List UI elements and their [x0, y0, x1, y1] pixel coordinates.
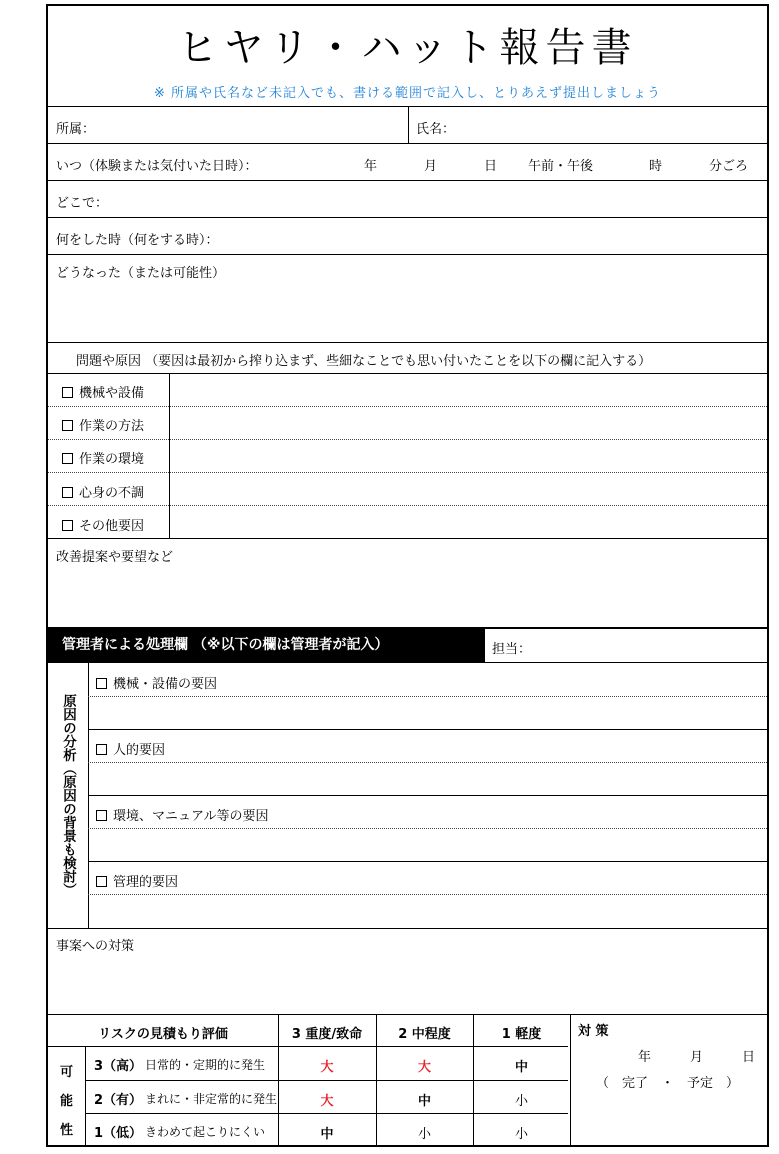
- cause-item[interactable]: 心身の不調: [62, 482, 144, 501]
- risk-value: 中: [320, 1127, 334, 1142]
- risk-level: 2（有）: [94, 1093, 143, 1108]
- cause-item[interactable]: 作業の方法: [62, 415, 144, 434]
- risk-desc: 日常的・定期的に発生: [145, 1058, 266, 1072]
- month-label: 月: [424, 159, 438, 174]
- risk-desc: きわめて起こりにくい: [145, 1125, 266, 1139]
- when-field[interactable]: いつ（体験または気付いた日時）：: [56, 159, 258, 174]
- checkbox-icon[interactable]: [96, 678, 107, 689]
- year-label: 年: [364, 159, 378, 174]
- analysis-item[interactable]: 人的要因: [96, 739, 165, 758]
- cause-item[interactable]: その他要因: [62, 515, 144, 534]
- page-subtitle: ※ 所属や氏名など未記入でも、書ける範囲で記入し、とりあえず提出しましょう: [153, 86, 662, 101]
- ampm-label: 午前・午後: [528, 159, 594, 174]
- checkbox-icon[interactable]: [62, 520, 73, 531]
- page-title: ヒヤリ・ハット報告書: [177, 25, 638, 71]
- measure-date[interactable]: 年 月 日: [638, 1050, 756, 1065]
- what-happened-field[interactable]: どうなった（または可能性）: [56, 266, 226, 281]
- risk-value: 中: [514, 1060, 528, 1075]
- checkbox-icon[interactable]: [96, 744, 107, 755]
- risk-value: 小: [514, 1094, 528, 1109]
- checkbox-icon[interactable]: [62, 387, 73, 398]
- severity-header: 2 中程度: [398, 1027, 451, 1042]
- analysis-item[interactable]: 管理的要因: [96, 871, 178, 890]
- risk-value: 大: [320, 1094, 334, 1109]
- improvement-field[interactable]: 改善提案や要望など: [56, 550, 174, 565]
- measure-title: 対 策: [578, 1024, 609, 1039]
- analysis-item[interactable]: 環境、マニュアル等の要因: [96, 805, 268, 824]
- causes-header: 問題や原因 （要因は最初から搾り込まず、些細なことでも思い付いたことを以下の欄に記入する）: [76, 354, 652, 369]
- countermeasure-field[interactable]: 事案への対策: [56, 939, 135, 954]
- day-label: 日: [484, 159, 498, 174]
- cause-item[interactable]: 作業の環境: [62, 448, 144, 467]
- in-charge-field[interactable]: 担当：: [492, 642, 532, 657]
- hour-label: 時: [649, 159, 663, 174]
- where-field[interactable]: どこで：: [56, 196, 109, 211]
- severity-header: 1 軽度: [501, 1027, 542, 1042]
- risk-level: 1（低）: [94, 1126, 143, 1141]
- checkbox-icon[interactable]: [62, 420, 73, 431]
- checkbox-icon[interactable]: [96, 876, 107, 887]
- risk-value: 中: [417, 1094, 431, 1109]
- analysis-item[interactable]: 機械・設備の要因: [96, 673, 217, 692]
- risk-value: 小: [417, 1127, 431, 1142]
- severity-header: 3 重度/致命: [291, 1027, 363, 1042]
- checkbox-icon[interactable]: [96, 810, 107, 821]
- checkbox-icon[interactable]: [62, 487, 73, 498]
- manager-section-bar: 管理者による処理欄 （※以下の欄は管理者が記入）: [48, 629, 485, 662]
- possibility-label: 性: [59, 1123, 73, 1138]
- possibility-label: 可: [59, 1065, 73, 1080]
- name-field[interactable]: 氏名：: [416, 122, 456, 137]
- risk-value: 大: [417, 1060, 431, 1075]
- report-sheet: [46, 4, 769, 1147]
- measure-status[interactable]: （ 完了 ・ 予定 ）: [596, 1076, 740, 1091]
- risk-desc: まれに・非定常的に発生: [145, 1092, 278, 1106]
- analysis-side-label: 原因の分析（原因の背景も検討）: [60, 693, 76, 897]
- what-doing-field[interactable]: 何をした時（何をする時）：: [56, 233, 219, 248]
- cause-item[interactable]: 機械や設備: [62, 382, 144, 401]
- risk-value: 小: [514, 1127, 528, 1142]
- checkbox-icon[interactable]: [62, 453, 73, 464]
- risk-level: 3（高）: [94, 1059, 143, 1074]
- risk-value: 大: [320, 1060, 334, 1075]
- minute-label: 分ごろ: [709, 159, 749, 174]
- affiliation-field[interactable]: 所属：: [56, 122, 96, 137]
- risk-title: リスクの見積もり評価: [98, 1027, 228, 1042]
- possibility-label: 能: [59, 1094, 73, 1109]
